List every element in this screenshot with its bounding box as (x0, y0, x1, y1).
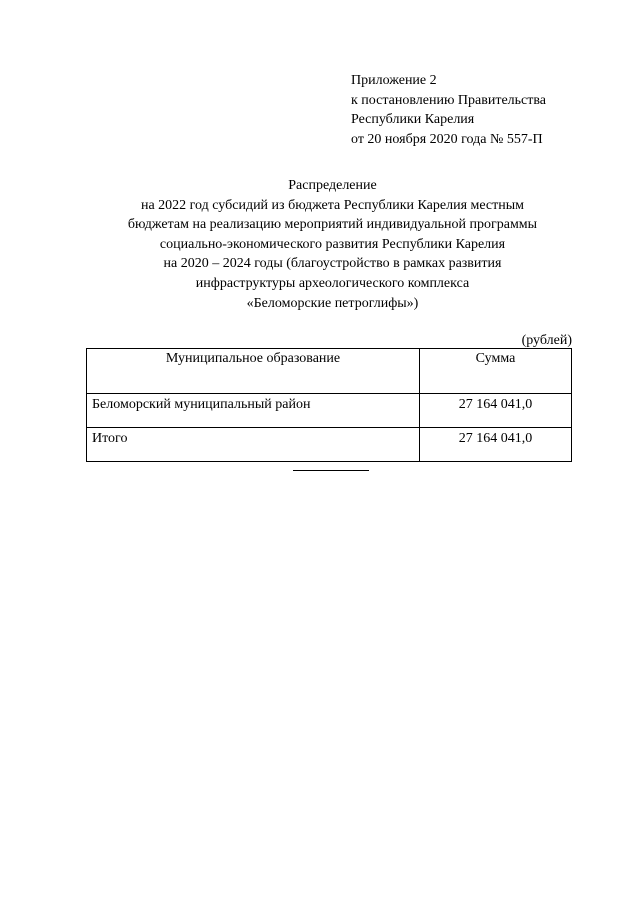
table-row (87, 394, 572, 428)
total-label-cell: Итого (87, 428, 420, 462)
table-header-row (87, 349, 572, 394)
appendix-header (351, 71, 546, 149)
table-row-total (87, 428, 572, 462)
distribution-table (86, 348, 572, 462)
title-line: на 2022 год субсидий из бюджета Республики Карелия местным (140, 197, 525, 213)
sum-cell: 27 164 041,0 (420, 394, 572, 428)
column-header-municipality: Муниципальное образование (87, 349, 420, 394)
title-line: бюджетам на реализацию мероприятий индивидуальной программы (127, 217, 538, 233)
appendix-line: к постановлению Правительства (351, 92, 547, 108)
title-line: социально-экономического развития Республики Карелия (159, 236, 506, 252)
units-label: (рублей) (521, 333, 572, 348)
total-sum-cell: 27 164 041,0 (420, 428, 572, 462)
document-title (80, 176, 585, 313)
title-line: «Беломорские петроглифы») (246, 295, 419, 311)
municipality-cell: Беломорский муниципальный район (87, 394, 420, 428)
column-header-sum: Сумма (420, 349, 572, 394)
title-line: инфраструктуры археологического комплекса (195, 275, 470, 291)
appendix-line: от 20 ноября 2020 года № 557-П (351, 131, 543, 147)
title-line: Распределение (288, 178, 377, 193)
title-line: на 2020 – 2024 годы (благоустройство в рамках развития (163, 256, 502, 272)
appendix-line: Республики Карелия (351, 112, 475, 127)
appendix-line: Приложение 2 (351, 73, 437, 88)
end-separator-line (293, 470, 369, 471)
